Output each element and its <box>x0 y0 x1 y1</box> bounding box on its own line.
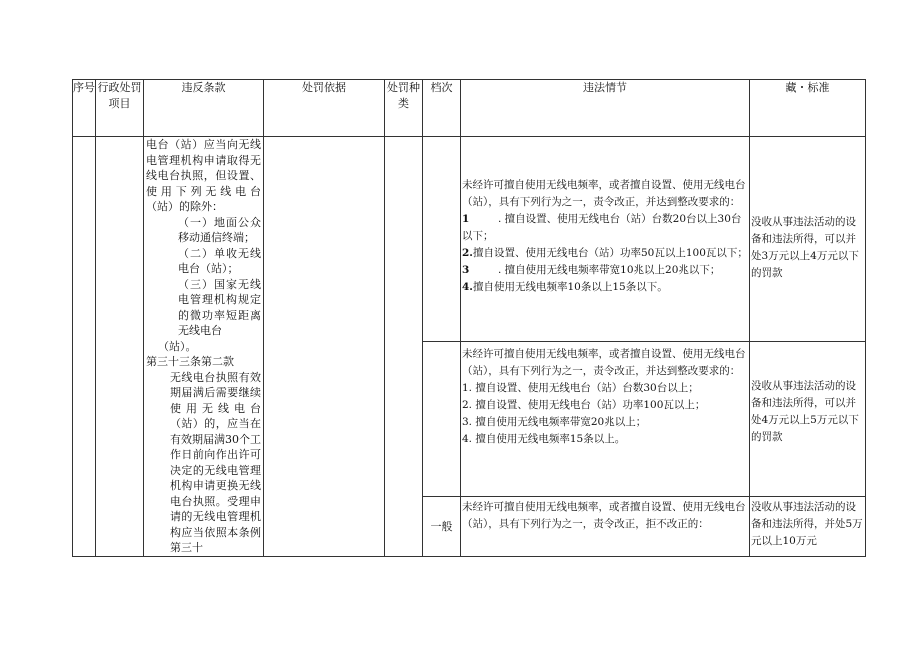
table-row <box>73 137 866 342</box>
header-standard: 藏・标准 <box>750 80 866 137</box>
header-no: 序号 <box>73 80 96 137</box>
plot-item: 3 . 擅自使用无线电频率带宽10兆以上20兆以下； <box>462 264 721 276</box>
article-para: （站）。 <box>158 339 197 353</box>
plot-intro: 未经许可擅自使用无线电频率，或者擅自设置、使用无线电台（站），具有下列行为之一，责令改正，拒不改正的： <box>462 501 746 531</box>
cell-standard <box>750 497 866 556</box>
article-para: 无线电台执照有效期届满后需要继续使用无线电台（站）的，应当在有效期届满30个工作日前向作出许可决定的无线电管理机构申请更换无线电台执照。受理申请的无线电管理机构应当依照本条例第三十 <box>170 370 261 554</box>
header-article: 违反条款 <box>144 80 264 137</box>
cell-plot <box>461 137 750 342</box>
penalty-standard-table <box>72 79 866 557</box>
header-item: 行政处罚项目 <box>96 80 144 137</box>
article-para: （一）地面公众移动通信终端； <box>178 215 261 244</box>
plot-item: 1 . 擅自设置、使用无线电台（站）台数20台以上30台以下； <box>462 213 742 242</box>
plot-item: 2.擅自设置、使用无线电台（站）功率50瓦以上100瓦以下； <box>462 247 748 259</box>
cell-basis <box>264 137 385 557</box>
header-category: 档次 <box>423 80 461 137</box>
standard-text: 没收从事违法活动的设备和违法所得，可以并处3万元以上4万元以下的罚款 <box>751 216 859 279</box>
cell-category <box>423 342 461 497</box>
plot-item: 2. 擅自设置、使用无线电台（站）功率100瓦以上； <box>462 399 706 412</box>
article-para: （三）国家无线电管理机构规定的微功率短距离无线电台 <box>178 277 261 337</box>
cell-article <box>144 137 264 557</box>
cell-no <box>73 137 96 557</box>
plot-intro: 未经许可擅自使用无线电频率，或者擅自设置、使用无线电台（站），具有下列行为之一，责令改正，并达到整改要求的： <box>462 348 746 378</box>
header-row <box>73 80 866 137</box>
article-para: 电台（站）应当向无线电管理机构申请取得无线电台执照，但设置、使用下列无线电台（站）的除外： <box>146 138 261 213</box>
cell-standard <box>750 342 866 497</box>
cell-item <box>96 137 144 557</box>
article-para: （二）单收无线电台（站）； <box>178 246 261 275</box>
cell-category <box>423 137 461 342</box>
standard-text: 没收从事违法活动的设备和违法所得，并处5万元以上10万元 <box>751 501 863 548</box>
plot-intro: 未经许可擅自使用无线电频率，或者擅自设置、使用无线电台（站），具有下列行为之一，责令改正，并达到整改要求的： <box>462 179 746 208</box>
header-basis: 处罚依据 <box>264 80 385 137</box>
plot-item: 3. 擅自使用无线电频率带宽20兆以上； <box>462 416 647 429</box>
cell-plot <box>461 342 750 497</box>
header-plot: 违法情节 <box>461 80 750 137</box>
header-kind: 处罚种类 <box>385 80 423 137</box>
cell-category: 一般 <box>423 497 461 556</box>
cell-kind <box>385 137 423 557</box>
plot-item: 4.擅自使用无线电频率10条以上15条以下。 <box>462 281 668 293</box>
plot-item: 1. 擅自设置、使用无线电台（站）台数30台以上； <box>462 382 699 395</box>
cell-plot <box>461 497 750 556</box>
cell-standard <box>750 137 866 342</box>
article-para: 第三十三条第二款 <box>146 355 234 368</box>
plot-item: 4. 擅自使用无线电频率15条以上。 <box>462 433 626 446</box>
standard-text: 没收从事违法活动的设备和违法所得，可以并处4万元以上5万元以下的罚款 <box>751 380 859 444</box>
